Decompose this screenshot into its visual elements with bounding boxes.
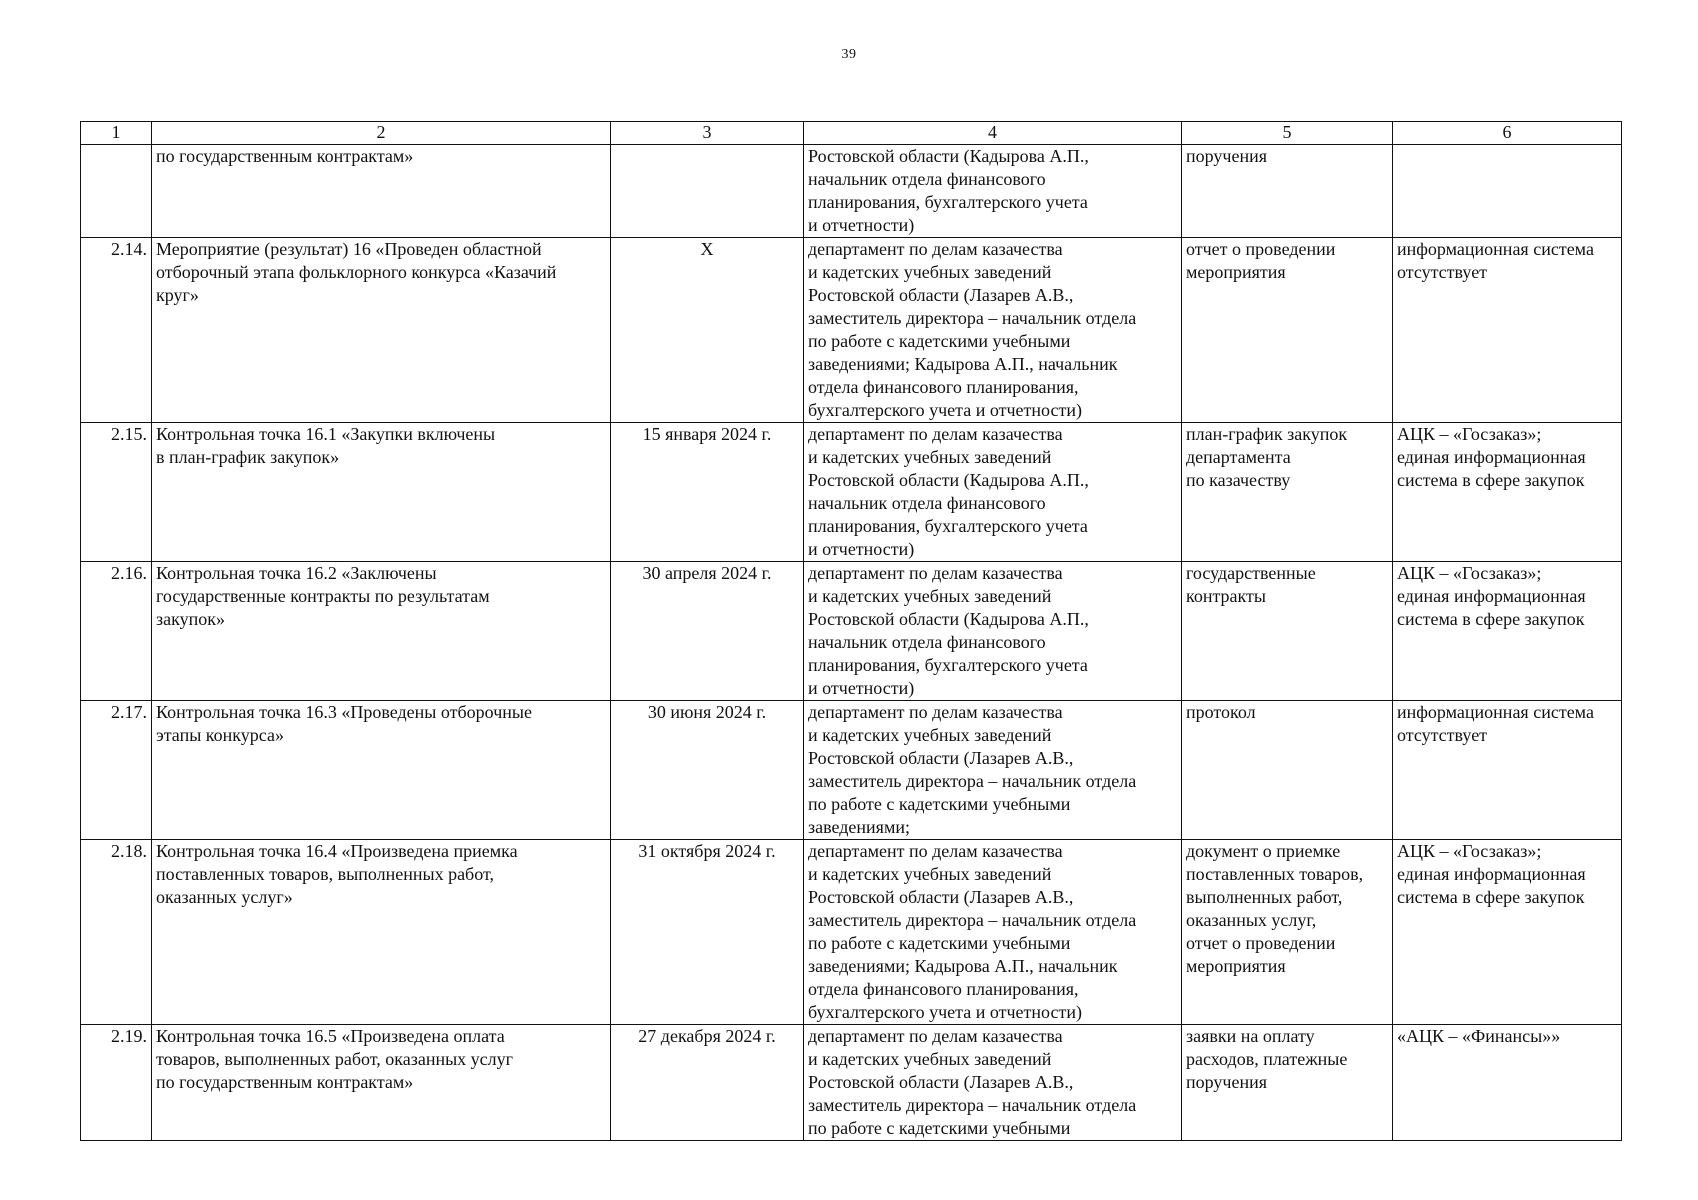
item-system-line: информационная система — [1397, 702, 1594, 722]
item-name-line: товаров, выполненных работ, оказанных услуг — [156, 1049, 514, 1069]
item-system-line: единая информационная — [1397, 586, 1586, 606]
item-system-line: АЦК – «Госзаказ»; — [1397, 841, 1542, 861]
item-responsible-line: по работе с кадетскими учебными — [808, 794, 1071, 814]
table-row — [81, 238, 1622, 423]
item-system — [1393, 1025, 1622, 1141]
item-responsible-line: заведениями; Кадырова А.П., начальник — [808, 354, 1118, 374]
item-document-line: поручения — [1186, 1072, 1267, 1092]
item-responsible-line: по работе с кадетскими учебными — [808, 331, 1071, 351]
item-document-line: план-график закупок — [1186, 424, 1348, 444]
item-responsible-line: планирования, бухгалтерского учета — [808, 516, 1088, 536]
item-responsible-line: и кадетских учебных заведений — [808, 447, 1052, 467]
item-system — [1393, 423, 1622, 562]
item-responsible-line: заведениями; Кадырова А.П., начальник — [808, 956, 1118, 976]
item-responsible-line: Ростовской области (Лазарев А.В., — [808, 887, 1074, 907]
item-name-line: Контрольная точка 16.1 «Закупки включены — [156, 424, 496, 444]
table-body — [81, 145, 1622, 1141]
item-responsible-line: планирования, бухгалтерского учета — [808, 192, 1088, 212]
item-responsible-line: Ростовской области (Лазарев А.В., — [808, 1072, 1074, 1092]
item-responsible-line: заместитель директора – начальник отдела — [808, 910, 1137, 930]
item-responsible-line: начальник отдела финансового — [808, 632, 1046, 652]
item-responsible — [804, 1025, 1182, 1141]
item-system — [1393, 238, 1622, 423]
item-name-line: Контрольная точка 16.3 «Проведены отборочные — [156, 702, 532, 722]
column-number-row — [81, 122, 1622, 145]
item-responsible-line: Ростовской области (Лазарев А.В., — [808, 285, 1074, 305]
column-header: 2 — [152, 122, 611, 145]
item-responsible-line: заместитель директора – начальник отдела — [808, 771, 1137, 791]
item-system-line: система в сфере закупок — [1397, 887, 1585, 907]
item-responsible — [804, 701, 1182, 840]
item-name-line: оказанных услуг» — [156, 887, 293, 907]
item-responsible-line: департамент по делам казачества — [808, 239, 1063, 259]
column-header: 1 — [81, 122, 152, 145]
item-system-line: отсутствует — [1397, 725, 1488, 745]
item-date: 30 апреля 2024 г. — [611, 562, 804, 701]
item-date: 31 октября 2024 г. — [611, 840, 804, 1025]
item-responsible-line: департамент по делам казачества — [808, 424, 1063, 444]
item-document-line: документ о приемке — [1186, 841, 1341, 861]
item-name — [152, 562, 611, 701]
item-date: X — [611, 238, 804, 423]
item-responsible-line: департамент по делам казачества — [808, 563, 1063, 583]
table-row — [81, 1025, 1622, 1141]
table-row — [81, 145, 1622, 238]
item-responsible-line: заведениями; — [808, 817, 910, 837]
column-header: 6 — [1393, 122, 1622, 145]
item-name — [152, 1025, 611, 1141]
item-system — [1393, 145, 1622, 238]
item-responsible-line: заместитель директора – начальник отдела — [808, 308, 1137, 328]
item-responsible-line: и отчетности) — [808, 539, 915, 559]
item-document-line: отчет о проведении — [1186, 239, 1336, 259]
item-responsible-line: заместитель директора – начальник отдела — [808, 1095, 1137, 1115]
item-document-line: мероприятия — [1186, 956, 1286, 976]
item-responsible-line: бухгалтерского учета и отчетности) — [808, 1002, 1082, 1022]
item-number: 2.19. — [81, 1025, 152, 1141]
item-document-line: контракты — [1186, 586, 1267, 606]
item-number: 2.14. — [81, 238, 152, 423]
item-responsible-line: Ростовской области (Кадырова А.П., — [808, 146, 1089, 166]
page-number: 39 — [841, 47, 857, 62]
item-name-line: Мероприятие (результат) 16 «Проведен областной — [156, 239, 542, 259]
item-responsible-line: бухгалтерского учета и отчетности) — [808, 400, 1082, 420]
column-header: 5 — [1182, 122, 1393, 145]
item-date: 30 июня 2024 г. — [611, 701, 804, 840]
item-responsible-line: Ростовской области (Лазарев А.В., — [808, 748, 1074, 768]
item-document — [1182, 1025, 1393, 1141]
item-responsible-line: и кадетских учебных заведений — [808, 864, 1052, 884]
item-responsible-line: начальник отдела финансового — [808, 493, 1046, 513]
item-responsible-line: Ростовской области (Кадырова А.П., — [808, 609, 1089, 629]
item-responsible-line: начальник отдела финансового — [808, 169, 1046, 189]
item-document-line: выполненных работ, — [1186, 887, 1343, 907]
item-responsible-line: департамент по делам казачества — [808, 841, 1063, 861]
item-name-line: Контрольная точка 16.5 «Произведена оплата — [156, 1026, 505, 1046]
item-responsible-line: департамент по делам казачества — [808, 1026, 1063, 1046]
table-row — [81, 423, 1622, 562]
item-responsible-line: и отчетности) — [808, 215, 915, 235]
item-document-line: оказанных услуг, — [1186, 910, 1317, 930]
item-number — [81, 145, 152, 238]
item-name-line: отборочный этапа фольклорного конкурса «Казачий — [156, 262, 557, 282]
item-date — [611, 145, 804, 238]
item-responsible-line: отдела финансового планирования, — [808, 979, 1079, 999]
item-document-line: заявки на оплату — [1186, 1026, 1315, 1046]
item-system-line: отсутствует — [1397, 262, 1488, 282]
item-name — [152, 701, 611, 840]
item-document-line: расходов, платежные — [1186, 1049, 1348, 1069]
table-row — [81, 840, 1622, 1025]
item-name — [152, 145, 611, 238]
item-name — [152, 423, 611, 562]
item-name-line: закупок» — [156, 609, 225, 629]
item-responsible-line: и отчетности) — [808, 678, 915, 698]
item-system — [1393, 840, 1622, 1025]
item-system-line: АЦК – «Госзаказ»; — [1397, 424, 1542, 444]
item-document — [1182, 840, 1393, 1025]
item-responsible-line: департамент по делам казачества — [808, 702, 1063, 722]
item-responsible — [804, 145, 1182, 238]
table-row — [81, 562, 1622, 701]
item-name — [152, 840, 611, 1025]
item-responsible-line: Ростовской области (Кадырова А.П., — [808, 470, 1089, 490]
item-name-line: поставленных товаров, выполненных работ, — [156, 864, 494, 884]
item-responsible-line: и кадетских учебных заведений — [808, 1049, 1052, 1069]
item-name-line: в план-график закупок» — [156, 447, 340, 467]
item-system-line: единая информационная — [1397, 447, 1586, 467]
item-number: 2.18. — [81, 840, 152, 1025]
item-system-line: система в сфере закупок — [1397, 609, 1585, 629]
item-name-line: государственные контракты по результатам — [156, 586, 490, 606]
item-system — [1393, 701, 1622, 840]
item-responsible-line: отдела финансового планирования, — [808, 377, 1079, 397]
item-name-line: Контрольная точка 16.4 «Произведена приемка — [156, 841, 518, 861]
item-responsible-line: по работе с кадетскими учебными — [808, 933, 1071, 953]
item-number: 2.17. — [81, 701, 152, 840]
item-responsible-line: и кадетских учебных заведений — [808, 586, 1052, 606]
item-document-line: отчет о проведении — [1186, 933, 1336, 953]
item-name-line: этапы конкурса» — [156, 725, 284, 745]
item-system-line: единая информационная — [1397, 864, 1586, 884]
item-name-line: по государственным контрактам» — [156, 146, 414, 166]
item-date: 15 января 2024 г. — [611, 423, 804, 562]
item-responsible — [804, 238, 1182, 423]
item-document-line: протокол — [1186, 702, 1256, 722]
item-name — [152, 238, 611, 423]
item-system-line: АЦК – «Госзаказ»; — [1397, 563, 1542, 583]
item-document-line: государственные — [1186, 563, 1316, 583]
item-document-line: по казачеству — [1186, 470, 1291, 490]
item-date: 27 декабря 2024 г. — [611, 1025, 804, 1141]
item-name-line: Контрольная точка 16.2 «Заключены — [156, 563, 437, 583]
item-document-line: департамента — [1186, 447, 1291, 467]
item-responsible-line: по работе с кадетскими учебными — [808, 1118, 1071, 1138]
item-system-line: система в сфере закупок — [1397, 470, 1585, 490]
item-document-line: поручения — [1186, 146, 1267, 166]
item-system — [1393, 562, 1622, 701]
item-system-line: «АЦК – «Финансы»» — [1397, 1026, 1561, 1046]
item-responsible-line: планирования, бухгалтерского учета — [808, 655, 1088, 675]
column-header: 4 — [804, 122, 1182, 145]
item-document — [1182, 238, 1393, 423]
item-document — [1182, 145, 1393, 238]
item-system-line: информационная система — [1397, 239, 1594, 259]
item-responsible-line: и кадетских учебных заведений — [808, 262, 1052, 282]
item-name-line: по государственным контрактам» — [156, 1072, 414, 1092]
item-responsible — [804, 562, 1182, 701]
item-number: 2.16. — [81, 562, 152, 701]
item-name-line: круг» — [156, 285, 199, 305]
item-responsible-line: и кадетских учебных заведений — [808, 725, 1052, 745]
item-responsible — [804, 423, 1182, 562]
item-document — [1182, 562, 1393, 701]
item-document — [1182, 423, 1393, 562]
item-document-line: поставленных товаров, — [1186, 864, 1364, 884]
implementation-plan-table — [80, 121, 1622, 1141]
item-document — [1182, 701, 1393, 840]
table-row — [81, 701, 1622, 840]
item-document-line: мероприятия — [1186, 262, 1286, 282]
column-header: 3 — [611, 122, 804, 145]
item-responsible — [804, 840, 1182, 1025]
item-number: 2.15. — [81, 423, 152, 562]
